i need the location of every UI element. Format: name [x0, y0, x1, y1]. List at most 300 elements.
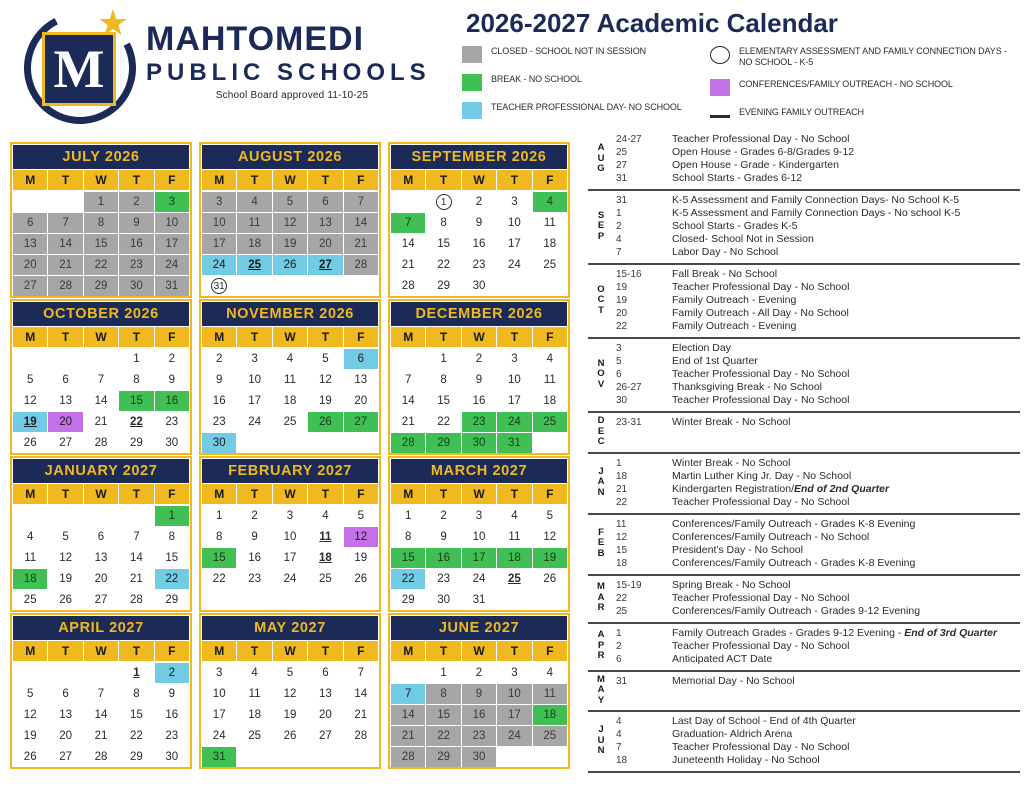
weekday-label: T — [48, 484, 82, 504]
event-date: 18 — [616, 557, 628, 569]
calendar-day-cell[interactable]: 8 — [391, 527, 425, 547]
calendar-day-cell[interactable]: 28 — [344, 255, 378, 275]
calendar-day-cell[interactable]: 5 — [273, 663, 307, 683]
calendar-day-cell[interactable]: 30 — [155, 747, 189, 767]
calendar-day-cell[interactable]: 3 — [497, 663, 531, 683]
week-row — [391, 548, 567, 568]
calendar-day-cell[interactable]: 22 — [84, 255, 118, 275]
calendar-day-cell[interactable]: 14 — [84, 391, 118, 411]
calendar-day-cell[interactable]: 4 — [237, 192, 271, 212]
calendar-day-cell[interactable]: 12 — [48, 548, 82, 568]
calendar-day-cell[interactable]: 5 — [48, 527, 82, 547]
calendar-day-cell[interactable]: 7 — [391, 370, 425, 390]
weekday-label: T — [308, 170, 342, 190]
calendar-day-cell[interactable]: 11 — [308, 527, 342, 547]
calendar-day-cell[interactable]: 15 — [155, 548, 189, 568]
event-description: Teacher Professional Day - No School — [672, 281, 850, 293]
calendar-day-cell[interactable]: 3 — [202, 663, 236, 683]
calendar-day-cell[interactable]: 19 — [344, 548, 378, 568]
calendar-day-cell[interactable]: 3 — [497, 349, 531, 369]
week-row — [13, 569, 189, 589]
calendar-day-cell[interactable]: 16 — [119, 234, 153, 254]
calendar-day-cell[interactable]: 6 — [308, 663, 342, 683]
calendar-day-cell[interactable]: 28 — [344, 726, 378, 746]
calendar-day-cell[interactable]: 23 — [202, 412, 236, 432]
calendar-day-cell[interactable] — [202, 276, 236, 296]
event-rows — [614, 133, 1020, 185]
weekday-label: T — [497, 484, 531, 504]
calendar-day-cell[interactable]: 13 — [48, 705, 82, 725]
event-row — [614, 653, 1020, 666]
calendar-day-cell[interactable]: 9 — [202, 370, 236, 390]
calendar-day-cell[interactable]: 20 — [308, 705, 342, 725]
calendar-day-cell[interactable]: 8 — [119, 684, 153, 704]
calendar-day-cell[interactable]: 7 — [84, 684, 118, 704]
calendar-day-cell[interactable]: 24 — [497, 412, 531, 432]
calendar-day-cell[interactable]: 31 — [202, 747, 236, 767]
calendar-day-cell[interactable]: 29 — [84, 276, 118, 296]
calendar-day-cell[interactable]: 11 — [273, 370, 307, 390]
calendar-day-cell[interactable]: 11 — [13, 548, 47, 568]
calendar-day-cell[interactable]: 15 — [119, 705, 153, 725]
week-row — [13, 213, 189, 233]
calendar-day-cell[interactable]: 22 — [426, 412, 460, 432]
calendar-day-cell[interactable]: 21 — [48, 255, 82, 275]
calendar-day-cell[interactable]: 12 — [13, 391, 47, 411]
calendar-day-cell[interactable]: 10 — [497, 370, 531, 390]
calendar-day-cell[interactable]: 25 — [237, 726, 271, 746]
calendar-day-cell[interactable]: 31 — [497, 433, 531, 453]
calendar-day-cell[interactable]: 7 — [84, 370, 118, 390]
calendar-day-cell[interactable]: 23 — [462, 255, 496, 275]
calendar-day-cell[interactable]: 11 — [237, 684, 271, 704]
calendar-day-cell[interactable]: 7 — [119, 527, 153, 547]
calendar-day-cell[interactable]: 10 — [202, 684, 236, 704]
calendar-day-cell[interactable]: 17 — [155, 234, 189, 254]
calendar-day-cell[interactable]: 19 — [273, 705, 307, 725]
calendar-day-cell[interactable]: 8 — [426, 370, 460, 390]
calendar-day-cell[interactable]: 25 — [13, 590, 47, 610]
calendar-day-cell[interactable]: 20 — [308, 234, 342, 254]
calendar-day-cell[interactable]: 4 — [533, 192, 567, 212]
calendar-day-cell[interactable]: 29 — [426, 276, 460, 296]
calendar-day-cell[interactable]: 17 — [497, 234, 531, 254]
calendar-day-cell[interactable]: 14 — [119, 548, 153, 568]
calendar-day-cell[interactable]: 18 — [273, 391, 307, 411]
calendar-day-cell[interactable]: 15 — [84, 234, 118, 254]
calendar-day-cell[interactable]: 12 — [273, 213, 307, 233]
calendar-day-cell[interactable]: 9 — [426, 527, 460, 547]
calendar-day-cell[interactable]: 30 — [202, 433, 236, 453]
calendar-day-cell[interactable]: 27 — [48, 433, 82, 453]
calendar-day-cell[interactable]: 2 — [237, 506, 271, 526]
calendar-day-cell[interactable]: 29 — [119, 433, 153, 453]
calendar-day-cell[interactable]: 30 — [155, 433, 189, 453]
calendar-day-cell[interactable]: 27 — [308, 726, 342, 746]
calendar-day-cell[interactable]: 20 — [344, 391, 378, 411]
calendar-day-cell[interactable]: 17 — [202, 705, 236, 725]
event-date: 22 — [616, 321, 628, 332]
calendar-day-cell[interactable]: 5 — [273, 192, 307, 212]
calendar-day-cell[interactable]: 29 — [426, 747, 460, 767]
month-calendar — [388, 613, 570, 769]
calendar-day-cell[interactable]: 25 — [533, 255, 567, 275]
event-date: 30 — [616, 395, 628, 406]
calendar-day-cell[interactable]: 7 — [391, 684, 425, 704]
calendar-day-cell[interactable]: 13 — [344, 370, 378, 390]
calendar-day-cell[interactable]: 26 — [273, 255, 307, 275]
calendar-day-cell[interactable]: 26 — [308, 412, 342, 432]
calendar-day-cell[interactable]: 17 — [462, 548, 496, 568]
calendar-day-cell[interactable]: 3 — [273, 506, 307, 526]
calendar-day-cell[interactable]: 2 — [462, 349, 496, 369]
calendar-day-cell[interactable]: 19 — [13, 726, 47, 746]
calendar-day-cell[interactable]: 30 — [462, 276, 496, 296]
calendar-day-cell[interactable]: 4 — [533, 349, 567, 369]
calendar-day-cell[interactable]: 19 — [48, 569, 82, 589]
calendar-day-cell[interactable]: 28 — [48, 276, 82, 296]
calendar-day-cell[interactable]: 21 — [391, 412, 425, 432]
calendar-day-cell[interactable]: 9 — [237, 527, 271, 547]
calendar-day-cell[interactable]: 25 — [237, 255, 271, 275]
weekday-label: T — [426, 641, 460, 661]
calendar-day-cell[interactable]: 21 — [391, 255, 425, 275]
calendar-day-cell[interactable]: 8 — [84, 213, 118, 233]
calendar-day-cell[interactable]: 14 — [391, 234, 425, 254]
calendar-day-cell[interactable]: 1 — [84, 192, 118, 212]
calendar-day-cell[interactable]: 23 — [462, 726, 496, 746]
calendar-day-cell[interactable]: 16 — [462, 705, 496, 725]
calendar-day-cell[interactable]: 6 — [13, 213, 47, 233]
event-description: Winter Break - No School — [672, 416, 791, 428]
calendar-day-cell[interactable]: 24 — [202, 255, 236, 275]
calendar-day-cell[interactable]: 9 — [155, 684, 189, 704]
calendar-day-cell[interactable]: 9 — [462, 370, 496, 390]
calendar-day-cell[interactable]: 19 — [273, 234, 307, 254]
event-row — [614, 394, 1020, 407]
calendar-day-cell[interactable]: 2 — [426, 506, 460, 526]
calendar-day-cell[interactable]: 31 — [462, 590, 496, 610]
weekday-label: F — [155, 170, 189, 190]
calendar-day-cell[interactable]: 12 — [273, 684, 307, 704]
calendar-day-cell[interactable]: 10 — [202, 213, 236, 233]
calendar-day-cell[interactable]: 5 — [533, 506, 567, 526]
event-month-group — [588, 339, 1020, 413]
calendar-day-cell[interactable]: 13 — [13, 234, 47, 254]
calendar-day-cell[interactable]: 9 — [462, 213, 496, 233]
calendar-day-cell[interactable]: 26 — [13, 747, 47, 767]
event-description: President's Day - No School — [672, 543, 803, 556]
calendar-day-cell[interactable]: 16 — [237, 548, 271, 568]
calendar-day-cell[interactable]: 13 — [308, 684, 342, 704]
calendar-day-cell[interactable]: 13 — [84, 548, 118, 568]
calendar-day-cell[interactable]: 22 — [391, 569, 425, 589]
calendar-day-cell[interactable]: 30 — [462, 433, 496, 453]
weekday-header-row — [12, 327, 190, 347]
calendar-day-cell[interactable]: 8 — [426, 684, 460, 704]
calendar-day-cell[interactable]: 12 — [533, 527, 567, 547]
calendar-empty-cell — [344, 590, 378, 610]
calendar-day-cell[interactable]: 5 — [13, 370, 47, 390]
month-abbrev-letter: D — [597, 415, 605, 426]
calendar-day-cell[interactable]: 18 — [237, 234, 271, 254]
calendar-day-cell[interactable]: 1 — [426, 349, 460, 369]
calendar-day-cell[interactable]: 1 — [119, 349, 153, 369]
calendar-day-cell[interactable]: 4 — [237, 663, 271, 683]
calendar-day-cell[interactable]: 8 — [202, 527, 236, 547]
calendar-day-cell[interactable]: 18 — [497, 548, 531, 568]
calendar-day-cell[interactable]: 18 — [13, 569, 47, 589]
calendar-day-cell[interactable]: 11 — [497, 527, 531, 547]
calendar-day-cell[interactable]: 21 — [391, 726, 425, 746]
calendar-day-cell[interactable]: 26 — [48, 590, 82, 610]
calendar-day-cell[interactable]: 14 — [391, 391, 425, 411]
calendar-day-cell[interactable]: 20 — [84, 569, 118, 589]
calendar-day-cell[interactable]: 15 — [426, 705, 460, 725]
calendar-day-cell[interactable]: 24 — [202, 726, 236, 746]
calendar-day-cell[interactable]: 3 — [202, 192, 236, 212]
calendar-day-cell[interactable]: 10 — [497, 684, 531, 704]
calendar-day-cell[interactable]: 25 — [533, 726, 567, 746]
calendar-day-cell[interactable]: 3 — [237, 349, 271, 369]
calendar-day-cell[interactable]: 25 — [497, 569, 531, 589]
calendar-day-cell[interactable]: 18 — [533, 705, 567, 725]
calendar-day-cell[interactable]: 12 — [13, 705, 47, 725]
calendar-day-cell[interactable]: 15 — [391, 548, 425, 568]
calendar-day-cell[interactable]: 18 — [237, 705, 271, 725]
event-month-abbrev — [588, 133, 614, 185]
calendar-day-cell[interactable]: 16 — [462, 391, 496, 411]
calendar-day-cell[interactable]: 7 — [344, 192, 378, 212]
event-row — [614, 754, 1020, 767]
calendar-day-cell[interactable]: 17 — [237, 391, 271, 411]
calendar-day-cell[interactable]: 3 — [497, 192, 531, 212]
calendar-day-cell[interactable]: 2 — [119, 192, 153, 212]
calendar-day-cell[interactable]: 23 — [155, 412, 189, 432]
calendar-day-cell[interactable]: 28 — [391, 276, 425, 296]
calendar-day-cell[interactable]: 24 — [237, 412, 271, 432]
calendar-day-cell[interactable]: 20 — [48, 726, 82, 746]
month-calendar — [388, 142, 570, 298]
calendar-day-cell[interactable]: 9 — [462, 684, 496, 704]
calendar-day-cell[interactable]: 27 — [13, 276, 47, 296]
calendar-day-cell[interactable]: 10 — [273, 527, 307, 547]
calendar-day-cell[interactable]: 25 — [308, 569, 342, 589]
weekday-label: F — [533, 327, 567, 347]
calendar-day-cell[interactable]: 29 — [426, 433, 460, 453]
calendar-day-cell[interactable]: 26 — [344, 569, 378, 589]
calendar-day-cell[interactable]: 27 — [84, 590, 118, 610]
calendar-day-cell[interactable]: 16 — [202, 391, 236, 411]
calendar-day-cell[interactable]: 16 — [426, 548, 460, 568]
calendar-day-cell[interactable]: 2 — [202, 349, 236, 369]
calendar-day-cell[interactable]: 24 — [462, 569, 496, 589]
calendar-day-cell[interactable]: 11 — [237, 213, 271, 233]
calendar-day-cell[interactable]: 1 — [391, 506, 425, 526]
calendar-day-cell[interactable]: 10 — [237, 370, 271, 390]
calendar-day-cell[interactable]: 31 — [155, 276, 189, 296]
event-date: 22 — [616, 592, 628, 604]
calendar-day-cell[interactable]: 30 — [426, 590, 460, 610]
calendar-day-cell[interactable]: 11 — [533, 213, 567, 233]
calendar-day-cell[interactable]: 23 — [237, 569, 271, 589]
calendar-day-cell[interactable]: 6 — [344, 349, 378, 369]
calendar-day-cell[interactable]: 15 — [202, 548, 236, 568]
calendar-day-cell[interactable]: 28 — [84, 433, 118, 453]
calendar-day-cell[interactable]: 4 — [273, 349, 307, 369]
calendar-day-cell[interactable]: 9 — [119, 213, 153, 233]
calendar-day-cell[interactable]: 11 — [533, 370, 567, 390]
calendar-day-cell[interactable]: 26 — [13, 433, 47, 453]
calendar-day-cell[interactable]: 17 — [273, 548, 307, 568]
legend-item — [462, 102, 712, 119]
calendar-day-cell[interactable]: 25 — [533, 412, 567, 432]
calendar-day-cell[interactable]: 3 — [462, 506, 496, 526]
calendar-day-cell[interactable]: 7 — [344, 663, 378, 683]
calendar-day-cell[interactable]: 29 — [119, 747, 153, 767]
month-abbrev-letter: M — [597, 581, 605, 593]
calendar-day-cell[interactable]: 10 — [462, 527, 496, 547]
calendar-day-cell[interactable]: 10 — [497, 213, 531, 233]
calendar-day-cell[interactable]: 20 — [48, 412, 82, 432]
calendar-day-cell[interactable]: 12 — [344, 527, 378, 547]
calendar-day-cell[interactable]: 23 — [119, 255, 153, 275]
calendar-day-cell[interactable]: 12 — [308, 370, 342, 390]
calendar-day-cell[interactable]: 23 — [426, 569, 460, 589]
calendar-day-cell[interactable]: 9 — [155, 370, 189, 390]
calendar-day-cell[interactable]: 7 — [391, 213, 425, 233]
calendar-day-cell[interactable]: 6 — [308, 192, 342, 212]
calendar-day-cell[interactable] — [426, 192, 460, 212]
event-date: 22 — [616, 496, 628, 508]
calendar-day-cell[interactable]: 5 — [308, 349, 342, 369]
calendar-day-cell[interactable]: 29 — [155, 590, 189, 610]
calendar-day-cell[interactable]: 21 — [84, 726, 118, 746]
calendar-day-cell[interactable]: 5 — [344, 506, 378, 526]
calendar-day-cell[interactable]: 26 — [533, 569, 567, 589]
calendar-day-cell[interactable]: 15 — [426, 234, 460, 254]
calendar-day-cell[interactable]: 26 — [273, 726, 307, 746]
event-description: Teacher Professional Day - No School — [672, 133, 850, 145]
calendar-day-cell[interactable]: 21 — [84, 412, 118, 432]
calendar-day-cell[interactable]: 6 — [48, 684, 82, 704]
calendar-day-cell[interactable]: 18 — [308, 548, 342, 568]
calendar-day-cell[interactable]: 1 — [426, 663, 460, 683]
calendar-day-cell[interactable]: 24 — [497, 255, 531, 275]
calendar-day-cell[interactable]: 8 — [155, 527, 189, 547]
calendar-day-cell[interactable]: 28 — [119, 590, 153, 610]
calendar-day-cell[interactable]: 17 — [497, 705, 531, 725]
calendar-day-cell[interactable]: 25 — [273, 412, 307, 432]
calendar-day-cell[interactable]: 16 — [462, 234, 496, 254]
calendar-day-cell[interactable]: 4 — [533, 663, 567, 683]
calendar-day-cell[interactable]: 19 — [308, 391, 342, 411]
calendar-day-cell[interactable]: 13 — [308, 213, 342, 233]
calendar-day-cell[interactable]: 18 — [533, 234, 567, 254]
calendar-day-cell[interactable]: 23 — [155, 726, 189, 746]
calendar-day-cell[interactable]: 14 — [344, 684, 378, 704]
calendar-day-cell[interactable]: 6 — [48, 370, 82, 390]
calendar-day-cell[interactable]: 19 — [533, 548, 567, 568]
event-description: K-5 Assessment and Family Connection Days - No school K-5 — [672, 207, 961, 219]
calendar-day-cell[interactable]: 8 — [426, 213, 460, 233]
calendar-day-cell[interactable]: 14 — [344, 213, 378, 233]
calendar-day-cell[interactable]: 3 — [155, 192, 189, 212]
calendar-day-cell[interactable]: 20 — [13, 255, 47, 275]
calendar-day-cell[interactable]: 2 — [155, 663, 189, 683]
calendar-day-cell[interactable]: 16 — [155, 391, 189, 411]
calendar-day-cell[interactable]: 1 — [119, 663, 153, 683]
calendar-day-cell[interactable]: 30 — [119, 276, 153, 296]
weekday-label: W — [84, 484, 118, 504]
calendar-day-cell[interactable]: 10 — [155, 213, 189, 233]
calendar-day-cell[interactable]: 27 — [308, 255, 342, 275]
calendar-day-cell[interactable]: 16 — [155, 705, 189, 725]
month-title: OCTOBER 2026 — [13, 302, 189, 326]
calendar-day-cell[interactable]: 6 — [84, 527, 118, 547]
calendar-day-cell[interactable]: 5 — [13, 684, 47, 704]
calendar-day-cell[interactable]: 28 — [391, 433, 425, 453]
calendar-day-cell[interactable]: 22 — [155, 569, 189, 589]
calendar-day-cell[interactable]: 8 — [119, 370, 153, 390]
calendar-day-cell[interactable]: 7 — [48, 213, 82, 233]
calendar-day-cell[interactable]: 24 — [155, 255, 189, 275]
calendar-day-cell[interactable]: 14 — [391, 705, 425, 725]
calendar-day-cell[interactable]: 30 — [462, 747, 496, 767]
calendar-day-cell[interactable]: 21 — [344, 234, 378, 254]
calendar-day-cell[interactable]: 24 — [273, 569, 307, 589]
calendar-day-cell[interactable]: 11 — [533, 684, 567, 704]
calendar-day-cell[interactable]: 4 — [497, 506, 531, 526]
calendar-day-cell[interactable]: 14 — [48, 234, 82, 254]
calendar-day-cell[interactable]: 1 — [155, 506, 189, 526]
month-calendar — [10, 142, 192, 298]
calendar-day-cell[interactable]: 4 — [308, 506, 342, 526]
calendar-day-cell[interactable]: 15 — [119, 391, 153, 411]
calendar-day-cell[interactable]: 14 — [84, 705, 118, 725]
calendar-day-cell[interactable]: 23 — [462, 412, 496, 432]
calendar-day-cell[interactable]: 17 — [202, 234, 236, 254]
calendar-day-cell[interactable]: 22 — [119, 726, 153, 746]
calendar-day-cell[interactable]: 2 — [462, 663, 496, 683]
calendar-day-cell[interactable]: 15 — [426, 391, 460, 411]
calendar-day-cell[interactable]: 27 — [48, 747, 82, 767]
calendar-day-cell[interactable]: 4 — [13, 527, 47, 547]
calendar-day-cell[interactable]: 21 — [119, 569, 153, 589]
calendar-day-cell[interactable]: 27 — [344, 412, 378, 432]
calendar-day-cell[interactable]: 19 — [13, 412, 47, 432]
calendar-day-cell[interactable]: 21 — [344, 705, 378, 725]
week-row — [202, 276, 378, 296]
week-row — [202, 234, 378, 254]
calendar-day-cell[interactable]: 2 — [155, 349, 189, 369]
calendar-day-cell[interactable]: 18 — [533, 391, 567, 411]
calendar-day-cell[interactable]: 1 — [202, 506, 236, 526]
calendar-day-cell[interactable]: 22 — [119, 412, 153, 432]
legend-label: EVENING FAMILY OUTREACH — [739, 107, 864, 117]
calendar-day-cell[interactable]: 22 — [202, 569, 236, 589]
calendar-day-cell[interactable]: 22 — [426, 255, 460, 275]
calendar-day-cell[interactable]: 29 — [391, 590, 425, 610]
calendar-day-cell[interactable]: 28 — [84, 747, 118, 767]
calendar-empty-cell — [308, 276, 342, 296]
calendar-day-cell[interactable]: 2 — [462, 192, 496, 212]
calendar-day-cell[interactable]: 22 — [426, 726, 460, 746]
calendar-day-cell[interactable]: 17 — [497, 391, 531, 411]
calendar-day-cell[interactable]: 24 — [497, 726, 531, 746]
calendar-day-cell[interactable]: 13 — [48, 391, 82, 411]
calendar-day-cell[interactable]: 28 — [391, 747, 425, 767]
